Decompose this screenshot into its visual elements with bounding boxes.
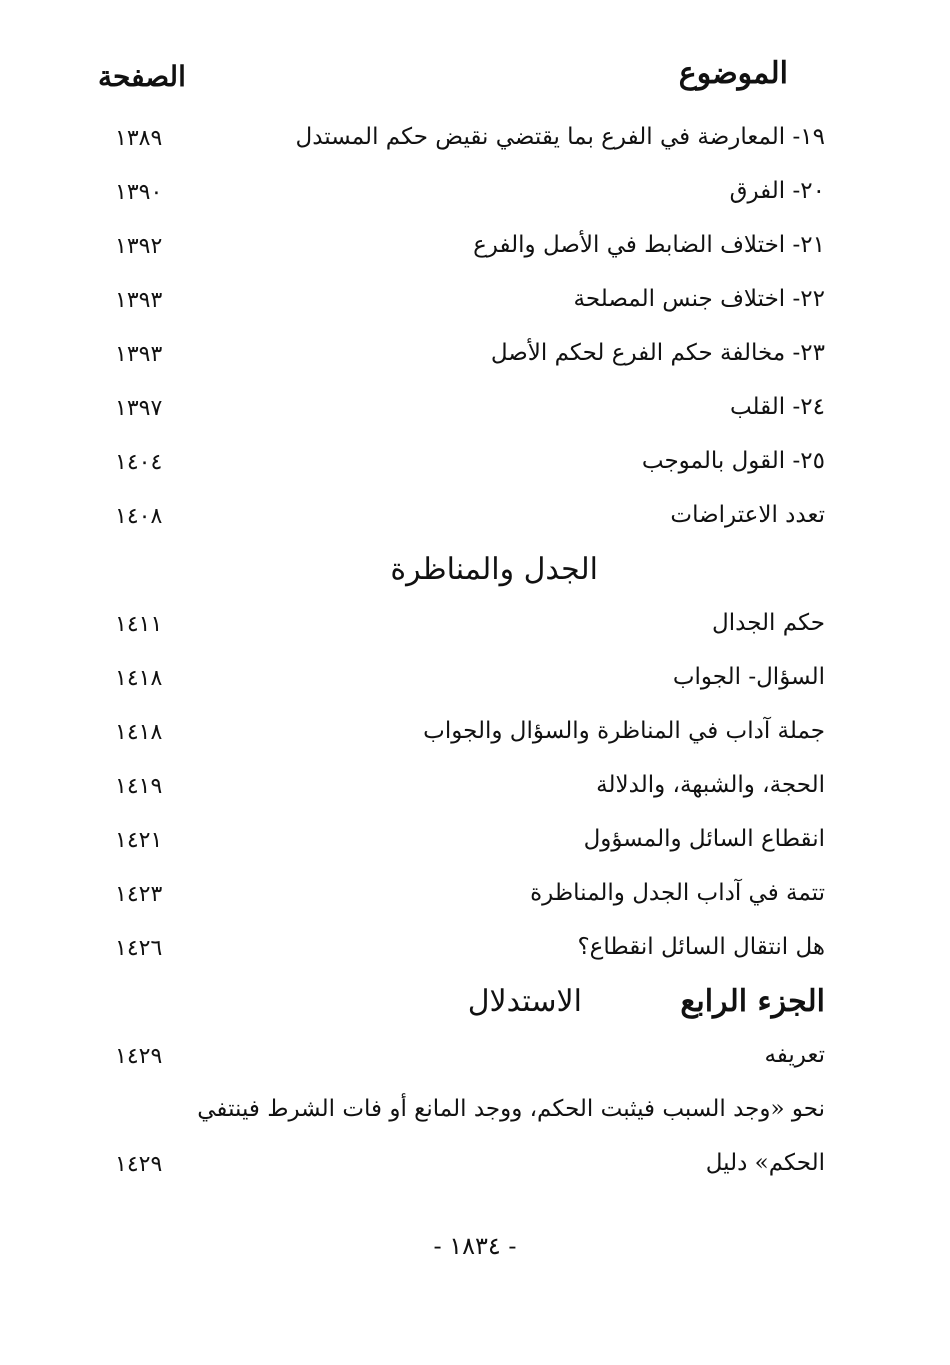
toc-entry: [95, 340, 825, 380]
entry-title: هل انتقال السائل انقطاع؟: [577, 934, 825, 960]
entry-page-number: ١٤٠٤: [115, 450, 163, 475]
part-label: الجزء الرابع: [680, 984, 825, 1019]
entry-page-number: ١٤٢٩: [115, 1044, 163, 1069]
entry-page-number: ١٤٢١: [115, 828, 163, 853]
subject-column-header: الموضوع: [678, 56, 788, 91]
entry-page-number: ١٣٩٠: [115, 180, 163, 205]
entry-title: السؤال- الجواب: [672, 664, 825, 690]
page-column-header: الصفحة: [98, 60, 186, 93]
entry-page-number: ١٣٩٣: [115, 342, 163, 367]
toc-entry: [95, 934, 825, 974]
entry-page-number: ١٤٢٦: [115, 936, 163, 961]
entry-title: ٢٠- الفرق: [729, 178, 825, 204]
entry-page-number: ١٣٩٧: [115, 396, 163, 421]
toc-entry: [95, 502, 825, 542]
entry-page-number: ١٣٨٩: [115, 126, 163, 151]
entry-title: ٢٢- اختلاف جنس المصلحة: [573, 286, 825, 312]
entry-page-number: ١٤١٨: [115, 720, 163, 745]
toc-entry: [95, 178, 825, 218]
toc-entry: [95, 880, 825, 920]
toc-entry: [95, 124, 825, 164]
entry-title: ١٩- المعارضة في الفرع بما يقتضي نقيض حكم المستدل: [295, 124, 825, 150]
entry-page-number: ١٣٩٣: [115, 288, 163, 313]
entry-page-number: ١٤١١: [115, 612, 163, 637]
entry-page-number: ١٤١٩: [115, 774, 163, 799]
entry-title: ٢٤- القلب: [729, 394, 825, 420]
entry-title: حكم الجدال: [712, 610, 825, 636]
entry-title: تعدد الاعتراضات: [670, 502, 825, 528]
entry-title-line-1: نحو «وجد السبب فيثبت الحكم، ووجد المانع أو فات الشرط فينتفي: [197, 1096, 825, 1122]
toc-entry: [95, 826, 825, 866]
entry-page-number: ١٤٢٩: [115, 1152, 163, 1177]
entry-title-line-2: الحكم» دليل: [705, 1150, 825, 1176]
toc-entry: [95, 772, 825, 812]
toc-entry: [95, 286, 825, 326]
entry-title: ٢٣- مخالفة حكم الفرع لحكم الأصل: [490, 340, 825, 366]
section-heading: الجدل والمناظرة: [390, 552, 598, 587]
entry-page-number: ١٤٢٣: [115, 882, 163, 907]
toc-entry: [95, 718, 825, 758]
entry-title: جملة آداب في المناظرة والسؤال والجواب: [423, 718, 825, 744]
entry-title: تعريفه: [764, 1042, 825, 1068]
toc-entry: [95, 664, 825, 704]
toc-entry: [95, 1042, 825, 1082]
entry-page-number: ١٤٠٨: [115, 504, 163, 529]
toc-entry: [95, 1150, 825, 1190]
toc-entry: [95, 232, 825, 272]
entry-title: ٢٥- القول بالموجب: [641, 448, 825, 474]
part-title: الاستدلال: [467, 984, 582, 1019]
entry-page-number: ١٤١٨: [115, 666, 163, 691]
entry-title: ٢١- اختلاف الضابط في الأصل والفرع: [473, 232, 825, 258]
toc-entry: [95, 610, 825, 650]
entry-page-number: ١٣٩٢: [115, 234, 163, 259]
page-footer-number: - ١٨٣٤ -: [433, 1232, 517, 1260]
entry-title: الحجة، والشبهة، والدلالة: [596, 772, 825, 798]
entry-title: تتمة في آداب الجدل والمناظرة: [530, 880, 825, 906]
toc-entry: [95, 394, 825, 434]
entry-title: انقطاع السائل والمسؤول: [583, 826, 825, 852]
toc-entry: [95, 448, 825, 488]
